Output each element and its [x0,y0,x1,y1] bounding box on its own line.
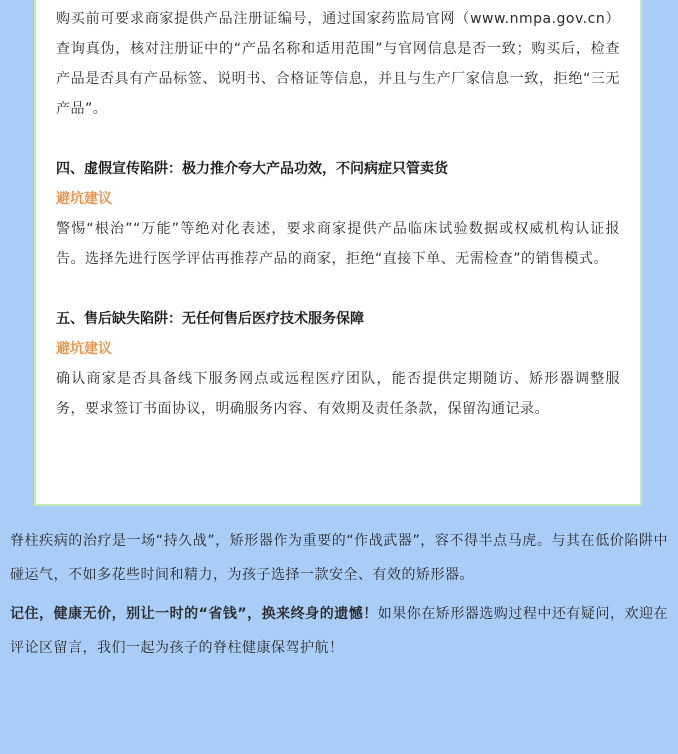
section-4-heading: 四、虚假宣传陷阱：极力推介夸大产品功效，不问病症只管卖货 [56,161,448,177]
section-5-tip-label: 避坑建议 [56,341,112,357]
advice-card [34,0,642,506]
spacer [56,124,620,154]
section-5-body: 确认商家是否具备线下服务网点或远程医疗团队，能否提供定期随访、矫形器调整服务，要求签订书面协议，明确服务内容、有效期及责任条款，保留沟通记录。 [56,371,620,417]
conclusion-emphasis: 记住，健康无价，别让一时的“省钱”，换来终身的遗憾！ [10,606,378,622]
conclusion-paragraph-2 [10,597,668,665]
registration-check-paragraph: 购买前可要求商家提供产品注册证编号，通过国家药监局官网（www.nmpa.gov.cn）查询真伪，核对注册证中的“产品名称和适用范围”与官网信息是否一致；购买后，检查产品是否具有产品标签、说明书、合格证等信息，并且与生产厂家信息一致，拒绝“三无产品”。 [56,11,620,117]
section-4-tip-label: 避坑建议 [56,191,112,207]
section-4-body: 警惕“根治”“万能”等绝对化表述，要求商家提供产品临床试验数据或权威机构认证报告。选择先进行医学评估再推荐产品的商家，拒绝“直接下单、无需检查”的销售模式。 [56,221,620,267]
conclusion-paragraph-1: 脊柱疾病的治疗是一场“持久战”，矫形器作为重要的“作战武器”，容不得半点马虎。与其在低价陷阱中碰运气，不如多花些时间和精力，为孩子选择一款安全、有效的矫形器。 [10,533,668,583]
spacer [56,274,620,304]
section-5-heading: 五、售后缺失陷阱：无任何售后医疗技术服务保障 [56,311,364,327]
conclusion-section [10,524,668,670]
conclusion-text: 如果你在矫形器选购过程中还有疑问，欢迎在评论区留言，我们一起为孩子的脊柱健康保驾护航！ [10,606,668,656]
